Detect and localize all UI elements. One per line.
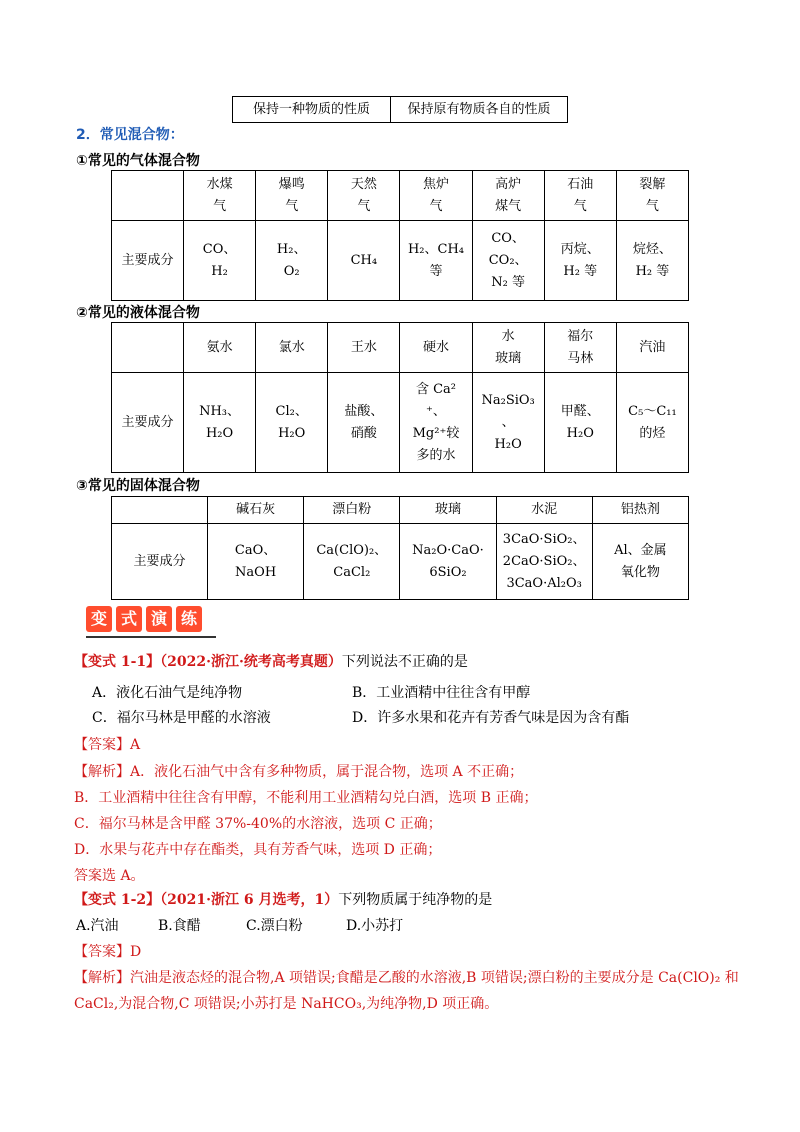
- solid-value-cell-2: [400, 524, 496, 600]
- analysis-text: 汽油是液态烃的混合物,A 项错误;食醋是乙酸的水溶液,B 项错误;漂白粉的主要成分是 Ca(ClO)₂ 和: [130, 970, 739, 986]
- property-cell-left: 保持一种物质的性质: [233, 97, 391, 123]
- solid-value-cell-line: Ca(ClO)₂、: [316, 542, 388, 558]
- answer-2: [74, 942, 141, 962]
- solid-header-cell-line: 铝热剂: [620, 502, 660, 517]
- option-d: D．许多水果和花卉有芳香气味是因为含有酯: [352, 710, 630, 726]
- gas-value-cell-4: [472, 221, 544, 301]
- option-c: C．福尔马林是甲醛的水溶液: [92, 710, 271, 726]
- gas-header-cell-0: [184, 171, 256, 221]
- gas-header-cell-line: 焦炉: [422, 176, 449, 192]
- option-a: A．液化石油气是纯净物: [92, 685, 243, 701]
- liquid-value-cell-line: H₂O: [566, 425, 594, 441]
- question-tag: 【变式 1-2】: [74, 892, 161, 908]
- analysis-1-line-3: C．福尔马林是含甲醛 37%-40%的水溶液，选项 C 正确；: [74, 816, 442, 832]
- liquid-value-cell-0: [184, 373, 256, 473]
- gas-header-cell-line: 气: [213, 198, 227, 214]
- row-label: 主要成分: [112, 373, 184, 473]
- solid-value-cell-line: 3CaO·Al₂O₃: [506, 575, 582, 591]
- gas-value-cell-line: H₂、CH₄: [407, 241, 465, 257]
- option-d: D.小苏打: [346, 918, 404, 934]
- gas-header-cell-line: 水煤: [206, 176, 233, 192]
- solid-value-cell-line: 氧化物: [620, 564, 660, 580]
- gas-header-cell-1: [256, 171, 328, 221]
- liquid-value-cell-2: [328, 373, 400, 473]
- analysis-1-line-2: B．工业酒精中往往含有甲醇，不能利用工业酒精勾兑白酒，选项 B 正确；: [74, 790, 538, 806]
- gas-title: ①常见的气体混合物: [76, 153, 200, 169]
- corner-cell: [112, 171, 184, 221]
- analysis-2-line-2: CaCl₂,为混合物,C 项错误;小苏打是 NaHCO₃,为纯净物,D 项正确。: [74, 996, 499, 1012]
- gas-value-cell-3: [400, 221, 472, 301]
- solid-value-cell-line: Na₂O·CaO·: [412, 542, 484, 558]
- property-table: [232, 96, 568, 123]
- solid-header-cell-4: [592, 497, 688, 524]
- exercise-badge: [86, 606, 206, 636]
- liquid-header-cell-3: [400, 323, 472, 373]
- gas-value-cell-line: O₂: [283, 263, 300, 279]
- question-stem: 下列物质属于纯净物的是: [338, 892, 493, 908]
- liquid-header-cell-line: 福尔: [567, 328, 594, 344]
- gas-header-cell-line: 爆鸣: [278, 176, 305, 192]
- gas-value-cell-line: 烷烃、: [632, 241, 672, 257]
- solid-value-cell-3: [496, 524, 592, 600]
- question-2: [74, 890, 492, 910]
- analysis-1-line-1: [74, 762, 523, 782]
- solid-value-cell-4: [592, 524, 688, 600]
- option-b: B.食醋: [158, 918, 201, 934]
- analysis-label: 【解析】: [74, 970, 130, 986]
- property-cell-right: 保持原有物质各自的性质: [391, 97, 568, 123]
- section-title: 2．常见混合物：: [76, 127, 184, 143]
- liquid-title: ②常见的液体混合物: [76, 305, 200, 321]
- liquid-value-cell-line: Na₂SiO₃: [481, 392, 535, 408]
- gas-value-cell-line: CO、: [491, 230, 525, 246]
- badge-char: 式: [116, 606, 142, 632]
- solid-header-cell-line: 漂白粉: [332, 502, 372, 517]
- liquid-value-cell-line: Mg²⁺较: [412, 425, 460, 441]
- analysis-label: 【解析】: [74, 764, 130, 780]
- gas-header-cell-line: 气: [357, 198, 371, 214]
- solid-header-cell-1: [304, 497, 400, 524]
- liquid-header-cell-line: 氨水: [206, 339, 233, 355]
- question-source: （2021·浙江 6 月选考，1）: [160, 892, 339, 908]
- gas-header-cell-line: 煤气: [495, 198, 522, 214]
- liquid-value-cell-line: 盐酸、: [344, 403, 384, 419]
- liquid-value-cell-line: 、: [501, 414, 515, 430]
- gas-header-cell-line: 气: [429, 198, 443, 214]
- solid-header-cell-0: [208, 497, 304, 524]
- analysis-2-line-1: [74, 968, 739, 988]
- answer-label: 【答案】: [74, 944, 130, 960]
- corner-cell: [112, 323, 184, 373]
- liquid-header-cell-line: 王水: [350, 339, 377, 355]
- row-label: 主要成分: [112, 524, 208, 600]
- liquid-header-cell-0: [184, 323, 256, 373]
- gas-value-cell-line: CO、: [202, 241, 237, 257]
- row-label: 主要成分: [112, 221, 184, 301]
- badge-char: 变: [86, 606, 112, 632]
- solid-value-cell-line: 2CaO·SiO₂、: [502, 553, 586, 569]
- solid-header-cell-line: 玻璃: [434, 502, 461, 517]
- solid-table: [111, 496, 689, 600]
- liquid-value-cell-line: C₅～C₁₁: [628, 403, 677, 419]
- solid-header-cell-3: [496, 497, 592, 524]
- liquid-header-cell-line: 水: [501, 328, 515, 344]
- gas-header-cell-2: [328, 171, 400, 221]
- gas-header-cell-line: 天然: [350, 176, 377, 192]
- gas-header-cell-line: 石油: [567, 176, 594, 192]
- solid-value-cell-1: [304, 524, 400, 600]
- liquid-header-cell-5: [544, 323, 616, 373]
- liquid-value-cell-line: H₂O: [278, 425, 306, 441]
- gas-value-cell-line: 等: [429, 263, 443, 279]
- liquid-value-cell-line: 硝酸: [350, 425, 377, 441]
- solid-value-cell-line: 6SiO₂: [429, 564, 467, 580]
- conclusion-1: 答案选 A。: [74, 868, 145, 884]
- liquid-value-cell-3: [400, 373, 472, 473]
- liquid-value-cell-line: 含 Ca²: [415, 381, 457, 397]
- badge-underline: [86, 636, 216, 638]
- liquid-header-cell-2: [328, 323, 400, 373]
- gas-value-cell-1: [256, 221, 328, 301]
- option-b: B．工业酒精中往往含有甲醇: [352, 685, 531, 701]
- gas-header-cell-5: [544, 171, 616, 221]
- question-1: [74, 652, 468, 672]
- option-a: A.汽油: [76, 918, 119, 934]
- gas-header-cell-4: [472, 171, 544, 221]
- option-c: C.漂白粉: [246, 918, 303, 934]
- gas-header-cell-3: [400, 171, 472, 221]
- gas-value-cell-line: H₂、: [276, 241, 307, 257]
- solid-header-cell-2: [400, 497, 496, 524]
- solid-header-cell-line: 水泥: [531, 502, 558, 517]
- liquid-value-cell-6: [616, 373, 688, 473]
- gas-value-cell-line: H₂ 等: [563, 263, 598, 279]
- solid-value-cell-line: CaO、: [234, 542, 277, 558]
- gas-value-cell-0: [184, 221, 256, 301]
- liquid-header-cell-line: 马林: [567, 350, 594, 366]
- liquid-header-cell-line: 玻璃: [495, 350, 522, 366]
- liquid-header-cell-line: 汽油: [639, 339, 666, 355]
- gas-value-cell-line: CH₄: [350, 252, 378, 268]
- gas-value-cell-line: CO₂、: [488, 252, 528, 268]
- question-stem: 下列说法不正确的是: [341, 654, 468, 670]
- liquid-table: [111, 322, 689, 473]
- gas-value-cell-2: [328, 221, 400, 301]
- liquid-value-cell-line: H₂O: [205, 425, 234, 441]
- gas-header-cell-line: 高炉: [495, 176, 522, 192]
- solid-title: ③常见的固体混合物: [76, 478, 200, 494]
- liquid-value-cell-line: 的烃: [639, 425, 666, 441]
- liquid-header-cell-line: 硬水: [422, 339, 449, 355]
- answer-1: [74, 735, 140, 755]
- gas-table: [111, 170, 689, 301]
- liquid-value-cell-line: NH₃、: [199, 403, 241, 419]
- liquid-value-cell-line: Cl₂、: [275, 403, 308, 419]
- gas-header-cell-line: 裂解: [639, 176, 666, 192]
- solid-value-cell-line: CaCl₂: [333, 564, 371, 580]
- gas-value-cell-line: N₂ 等: [491, 274, 525, 290]
- question-tag: 【变式 1-1】: [74, 654, 161, 670]
- badge-char: 演: [146, 606, 172, 632]
- solid-header-cell-line: 碱石灰: [236, 502, 276, 517]
- gas-header-cell-line: 气: [645, 198, 659, 214]
- answer-label: 【答案】: [74, 737, 130, 753]
- gas-value-cell-6: [616, 221, 688, 301]
- badge-char: 练: [176, 606, 202, 632]
- solid-value-cell-0: [208, 524, 304, 600]
- corner-cell: [112, 497, 208, 524]
- liquid-value-cell-1: [256, 373, 328, 473]
- solid-value-cell-line: Al、金属: [614, 542, 667, 558]
- gas-value-cell-line: H₂: [211, 263, 228, 279]
- gas-value-cell-line: 丙烷、: [560, 241, 600, 257]
- solid-value-cell-line: 3CaO·SiO₂、: [502, 531, 586, 547]
- answer-value: A: [130, 737, 141, 753]
- liquid-value-cell-line: ⁺、: [426, 403, 446, 419]
- gas-value-cell-5: [544, 221, 616, 301]
- analysis-1-line-4: D．水果与花卉中存在酯类，具有芳香气味，选项 D 正确；: [74, 842, 442, 858]
- gas-header-cell-line: 气: [285, 198, 299, 214]
- liquid-header-cell-4: [472, 323, 544, 373]
- liquid-value-cell-line: 多的水: [416, 447, 456, 463]
- gas-header-cell-6: [616, 171, 688, 221]
- solid-value-cell-line: NaOH: [235, 564, 277, 580]
- liquid-value-cell-4: [472, 373, 544, 473]
- liquid-value-cell-line: H₂O: [494, 436, 522, 452]
- gas-value-cell-line: H₂ 等: [635, 263, 670, 279]
- question-source: （2022·浙江·统考高考真题）: [160, 654, 342, 670]
- liquid-value-cell-line: 甲醛、: [560, 403, 600, 419]
- liquid-header-cell-1: [256, 323, 328, 373]
- liquid-value-cell-5: [544, 373, 616, 473]
- answer-value: D: [130, 944, 142, 960]
- liquid-header-cell-line: 氯水: [278, 339, 305, 355]
- liquid-header-cell-6: [616, 323, 688, 373]
- gas-header-cell-line: 气: [573, 198, 587, 214]
- analysis-text: A．液化石油气中含有多种物质，属于混合物，选项 A 不正确；: [130, 764, 524, 780]
